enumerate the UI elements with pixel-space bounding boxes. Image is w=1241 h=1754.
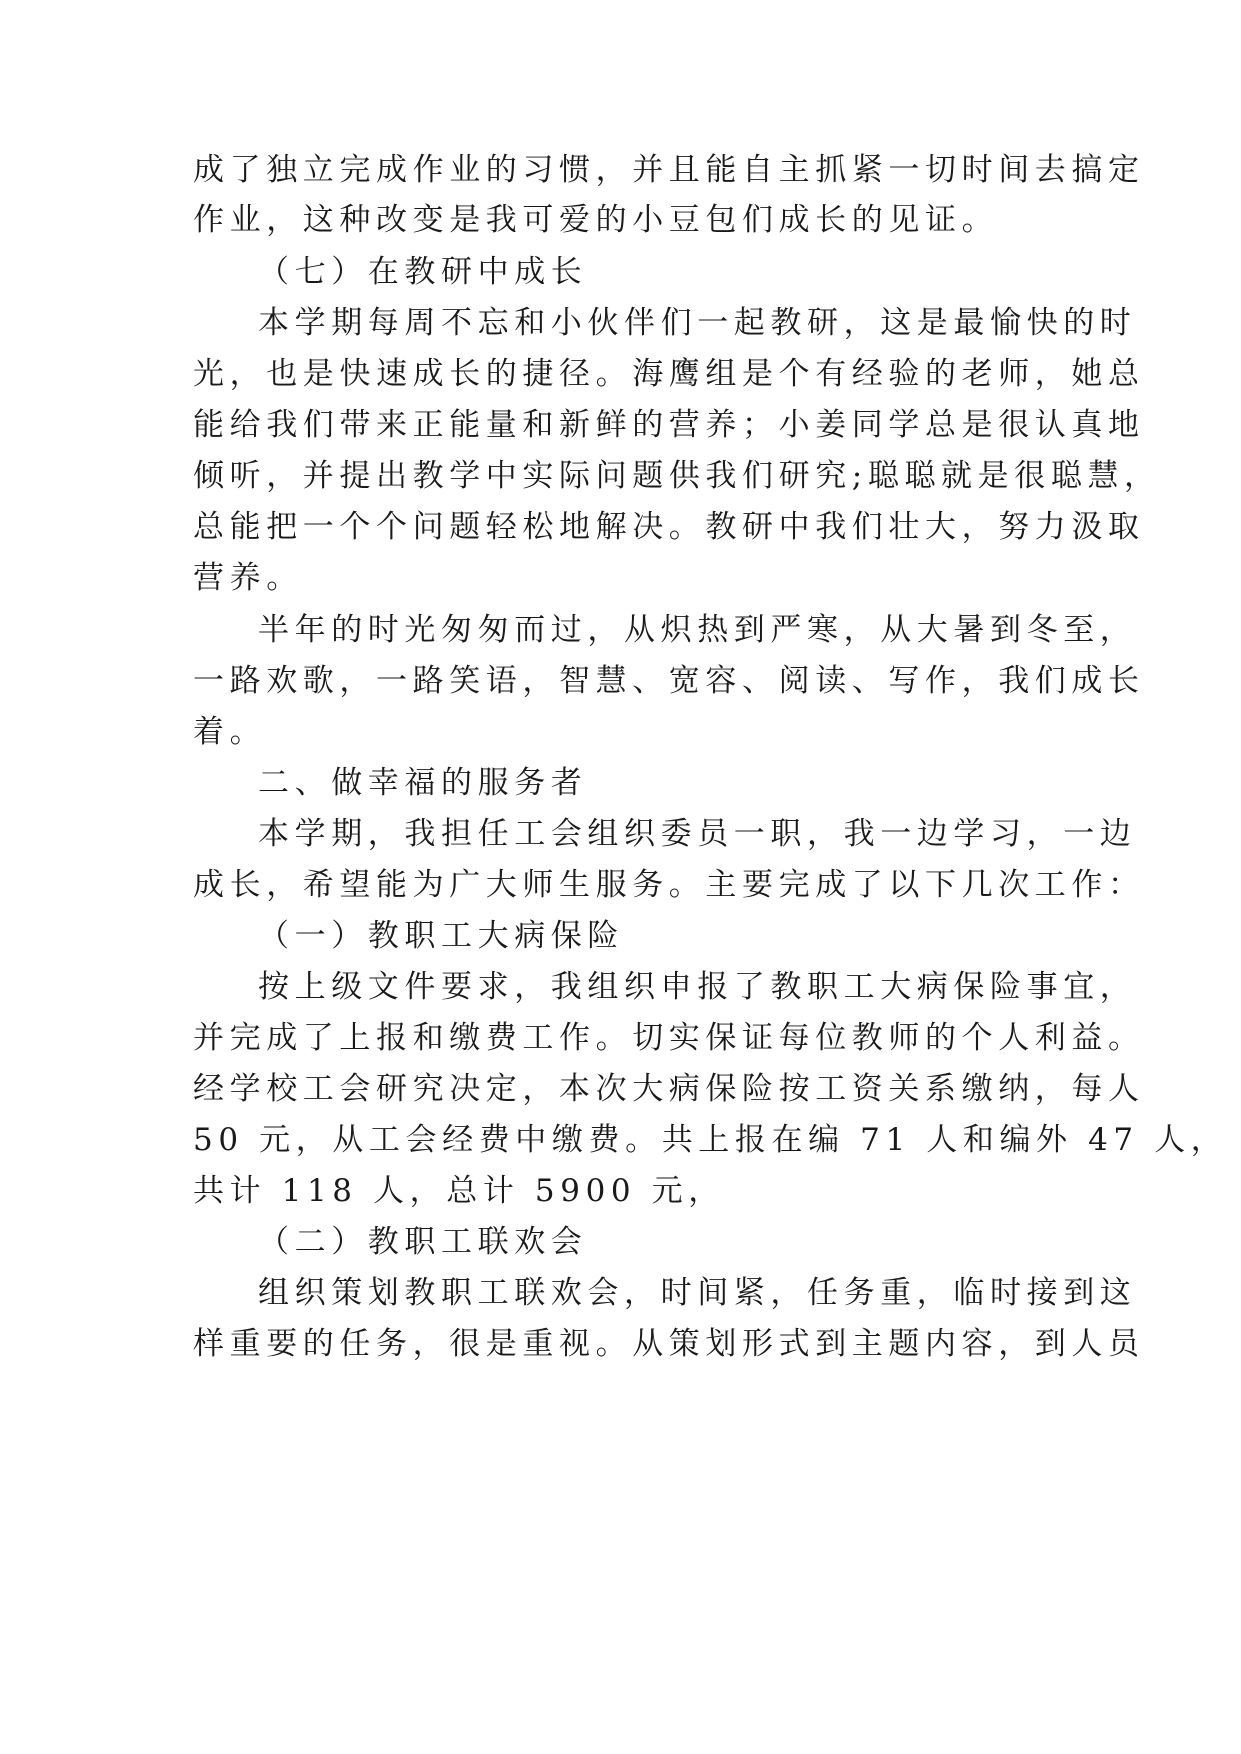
section-heading: （二）教职工联欢会 xyxy=(258,1224,588,1260)
section-heading: （七）在教研中成长 xyxy=(258,254,588,290)
paragraph-first-line: 组织策划教职工联欢会，时间紧，任务重，临时接到这 xyxy=(258,1275,1137,1311)
body-line: 倾听，并提出教学中实际问题供我们研究;聪聪就是很聪慧， xyxy=(193,458,1161,494)
body-line: 共计 118 人，总计 5900 元， xyxy=(193,1173,725,1209)
body-line: 一路欢歌，一路笑语，智慧、宽容、阅读、写作，我们成长 xyxy=(193,663,1145,699)
body-line: 营养。 xyxy=(193,560,303,596)
body-line: 光，也是快速成长的捷径。海鹰组是个有经验的老师，她总 xyxy=(193,356,1145,392)
paragraph-first-line: 本学期，我担任工会组织委员一职，我一边学习，一边 xyxy=(258,816,1137,852)
body-line: 并完成了上报和缴费工作。切实保证每位教师的个人利益。 xyxy=(193,1020,1145,1056)
section-heading: 二、做幸福的服务者 xyxy=(258,765,588,801)
paragraph-first-line: 半年的时光匆匆而过，从炽热到严寒，从大暑到冬至， xyxy=(258,612,1137,648)
paragraph-first-line: 按上级文件要求，我组织申报了教职工大病保险事宜， xyxy=(258,969,1137,1005)
section-heading: （一）教职工大病保险 xyxy=(258,918,624,954)
body-line: 样重要的任务，很是重视。从策划形式到主题内容，到人员 xyxy=(193,1326,1145,1362)
paragraph-first-line: 本学期每周不忘和小伙伴们一起教研，这是最愉快的时 xyxy=(258,305,1137,341)
body-line: 50 元，从工会经费中缴费。共上报在编 71 人和编外 47 人， xyxy=(193,1122,1228,1158)
body-line: 经学校工会研究决定，本次大病保险按工资关系缴纳，每人 xyxy=(193,1071,1145,1107)
body-line: 着。 xyxy=(193,714,267,750)
body-line: 能给我们带来正能量和新鲜的营养；小姜同学总是很认真地 xyxy=(193,407,1145,443)
body-line: 成长，希望能为广大师生服务。主要完成了以下几次工作： xyxy=(193,867,1145,903)
body-line: 作业，这种改变是我可爱的小豆包们成长的见证。 xyxy=(193,202,999,238)
body-line: 总能把一个个问题轻松地解决。教研中我们壮大，努力汲取 xyxy=(193,509,1145,545)
body-line: 成了独立完成作业的习惯，并且能自主抓紧一切时间去搞定 xyxy=(193,152,1145,188)
